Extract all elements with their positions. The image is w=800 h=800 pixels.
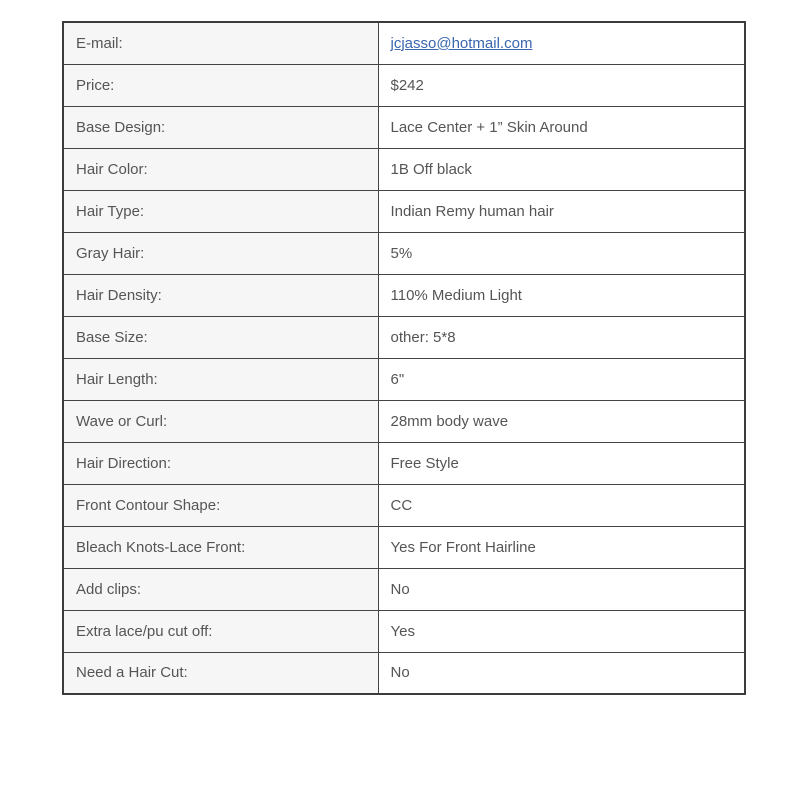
- row-value-base-design: Lace Center + 1” Skin Around: [378, 106, 745, 148]
- row-label-gray-hair: Gray Hair:: [63, 232, 378, 274]
- row-value-need-a-hair-cut: No: [378, 652, 745, 694]
- order-details-table: [62, 21, 746, 695]
- table-row: [63, 484, 745, 526]
- row-value-gray-hair: 5%: [378, 232, 745, 274]
- table-row: [63, 232, 745, 274]
- row-value-hair-density: 110% Medium Light: [378, 274, 745, 316]
- table-row: [63, 610, 745, 652]
- table-row: [63, 190, 745, 232]
- row-value-hair-direction: Free Style: [378, 442, 745, 484]
- row-value-base-size: other: 5*8: [378, 316, 745, 358]
- table-row: [63, 652, 745, 694]
- table-row: [63, 442, 745, 484]
- table-row: [63, 106, 745, 148]
- row-value-wave-or-curl: 28mm body wave: [378, 400, 745, 442]
- table-row: [63, 316, 745, 358]
- row-label-hair-direction: Hair Direction:: [63, 442, 378, 484]
- row-value-bleach-knots: Yes For Front Hairline: [378, 526, 745, 568]
- row-label-price: Price:: [63, 64, 378, 106]
- row-value-front-contour-shape: CC: [378, 484, 745, 526]
- table-row: [63, 400, 745, 442]
- row-value-hair-type: Indian Remy human hair: [378, 190, 745, 232]
- table-row: [63, 358, 745, 400]
- row-value-email: [378, 22, 745, 64]
- row-label-base-size: Base Size:: [63, 316, 378, 358]
- row-label-bleach-knots: Bleach Knots-Lace Front:: [63, 526, 378, 568]
- table-row: [63, 526, 745, 568]
- table-row: [63, 274, 745, 316]
- row-label-extra-lace-cut-off: Extra lace/pu cut off:: [63, 610, 378, 652]
- row-label-need-a-hair-cut: Need a Hair Cut:: [63, 652, 378, 694]
- row-label-hair-length: Hair Length:: [63, 358, 378, 400]
- row-label-base-design: Base Design:: [63, 106, 378, 148]
- row-value-price: $242: [378, 64, 745, 106]
- table-row: [63, 22, 745, 64]
- row-value-hair-color: 1B Off black: [378, 148, 745, 190]
- row-value-add-clips: No: [378, 568, 745, 610]
- row-label-wave-or-curl: Wave or Curl:: [63, 400, 378, 442]
- email-link[interactable]: jcjasso@hotmail.com: [390, 34, 533, 52]
- row-label-hair-type: Hair Type:: [63, 190, 378, 232]
- row-label-hair-density: Hair Density:: [63, 274, 378, 316]
- order-details-panel: [62, 21, 746, 695]
- row-label-hair-color: Hair Color:: [63, 148, 378, 190]
- row-label-email: E-mail:: [63, 22, 378, 64]
- table-row: [63, 148, 745, 190]
- table-row: [63, 64, 745, 106]
- row-label-add-clips: Add clips:: [63, 568, 378, 610]
- table-row: [63, 568, 745, 610]
- row-value-hair-length: 6": [378, 358, 745, 400]
- row-label-front-contour-shape: Front Contour Shape:: [63, 484, 378, 526]
- row-value-extra-lace-cut-off: Yes: [378, 610, 745, 652]
